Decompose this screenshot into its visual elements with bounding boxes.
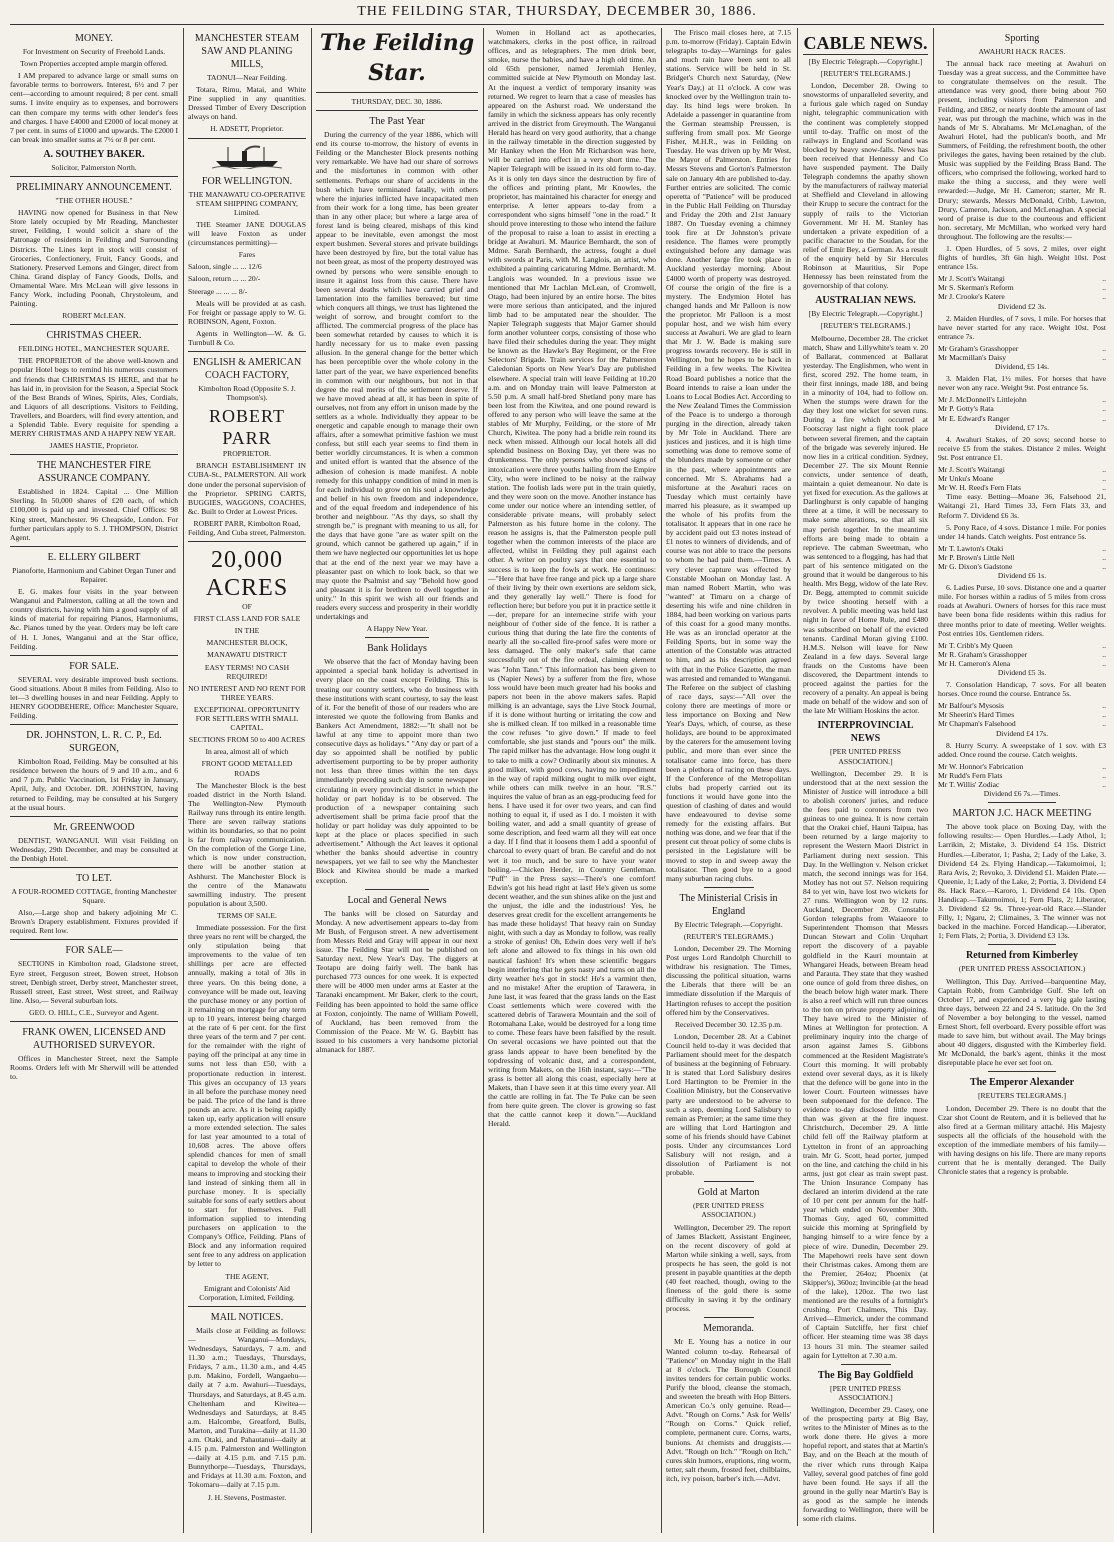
- bigbay-body: Wellington, December 29. Casey, one of the prospecting party at Big Bay, writes to the Minister of Mines as to the work done there. He gives a more hopeful report, and states that at Martin's Bay, and on the Beach at the mouth of the river which runs through Kaipa Valley, several good patches of fine gold have been found. He says if all the ground in the gully near Martin's Bay is as good as the sample he intends forwarding to Wellington, there will be some rich claims.: [803, 1404, 928, 1524]
- race-6-dividend: Dividend £5 3s.: [997, 668, 1047, 677]
- race-8-dividend: Dividend £6 7s.—Times.: [983, 789, 1061, 799]
- race-result: Mr Chapman's Falsehood ..: [938, 719, 1106, 729]
- race-result: Mr Balfour's Mysosis ..: [938, 701, 1106, 711]
- acres-heading: 20,000 ACRES: [205, 547, 289, 602]
- race-7: 7. Consolation Handicap, 7 sovs. For all beaten horses. Once round the course. Entrance 5s.: [938, 680, 1106, 699]
- bank-body: We observe that the fact of Monday having been appointed a special bank holiday is advertised in every place on the coast except Feilding. This is treating our country settlers, who do business with these institutions with scant courtesy, to say the least of it. For the benefit of those of our readers who are interested we quote the following from Banks and Bankers Act Amendment, 1882:—"It shall not be lawful at any time to appoint more than two consecutive days as holidays." "Any day or part of a day so appointed shall be notified by public advertisement purporting to be by proper authority not less than three times within the ten days immediately preceding such day in some newspaper circulating in every provincial district in which the holiday or part holiday is to be observed. The production of a newspaper containing such advertisement shall be prima facie proof that the holiday or part holiday was duly appointed to be kept at the place or places specified in such advertisement." Although the Act leaves it optional whether the banks should advertise in country newspapers, yet we fail to see why the Manchester Block and Kiwitea should be made a marked exception.: [316, 657, 478, 885]
- acres-of: OF: [242, 602, 252, 612]
- race-3: 3. Maiden Flat, 1½ miles. For horses that have never won any race. Weight 9st. Post entrance 5s.: [938, 374, 1106, 393]
- front-roads: FRONT GOOD METALLED ROADS: [201, 759, 293, 778]
- manawatu-company: THE MANAWATU CO-OPERATIVE STEAM SHIPPING COMPANY, Limited.: [188, 189, 306, 217]
- rule: [988, 1071, 1055, 1072]
- column-2: [188, 28, 306, 1533]
- hill-sign: GEO. O. HILL, C.E., Surveyor and Agent.: [29, 1007, 159, 1017]
- race-1-results: [938, 274, 1106, 301]
- rule: [365, 889, 430, 890]
- acres-in: IN THE: [234, 626, 260, 636]
- rule: [10, 1021, 178, 1022]
- acres-block: MANCHESTER BLOCK,: [206, 638, 288, 648]
- forsale-heading: FOR SALE.: [69, 660, 119, 672]
- rule: [10, 454, 178, 455]
- mill-heading: MANCHESTER STEAM SAW AND PLANING MILLS,: [194, 33, 300, 70]
- race-result: Mr S. Skerman's Reform ..: [938, 283, 1106, 293]
- adsett-sign: H. ADSETT, Proprietor.: [210, 124, 284, 134]
- column-1: [10, 28, 178, 1533]
- race-3-dividend: Dividend, £7 17s.: [995, 422, 1049, 432]
- gilbert-body: E. G. makes four visits in the year between Wanganui and Palmerston, calling at all the town and country districts, having with him a good supply of all kinds of material for repairing Pianos, Harmoniums, &c. Pianos tuned by the year. Orders may be left care of H. I. Jones, Wanganui and at the Star office, Feilding.: [10, 587, 178, 651]
- crisis-body: London, December 29. The Morning Post urges Lord Randolph Churchill to withdraw his resignation. The Times, discussing the political situation, warns the Liberals that there will be an immediate dissolution if the Marquis of Hartington refuses to accept the position offered him by the Conservatives.: [666, 944, 791, 1017]
- bank-heading: Bank Holidays: [367, 643, 427, 655]
- column-divider: [933, 28, 934, 1533]
- crisis-body-2: London, December 28. At a Cabinet Council held to-day it was decided that Parliament should meet for the despatch of business at the beginning of February. It is stated that Lord Salisbury desires Lord Hartington to be Premier in the Coalition Ministry, but the Conservative party are understood to be adverse to such a step, deeming Lord Salisbury to remain as Premier; at the same time they are willing that Lord Hartington and some of his friends should have Cabinet posts. Under any circumstances Lord Salisbury will not resign, and a dissolution of Parliament is not probable.: [666, 1031, 791, 1178]
- money-intro: For Investment on Security of Freehold Lands.: [22, 47, 166, 56]
- gilbert-sub: Pianoforte, Harmonium and Cabinet Organ Tuner and Repairer.: [12, 565, 176, 584]
- coach-sub: Kimbolton Road (Opposite S. J. Thompson's).: [198, 384, 296, 403]
- aus-sub: [By Electric Telegraph.—Copyright.]: [808, 309, 923, 319]
- rule: [10, 816, 178, 817]
- greenwood-body: DENTIST, WANGANUI. Will visit Feilding on Wednesday, 29th December, and may be consulted at the Denbigh Hotel.: [10, 835, 178, 863]
- emperor-sub: [REUTERS TELEGRAMS.]: [977, 1091, 1067, 1101]
- rule: [10, 655, 178, 656]
- mail-body: Mails close at Feilding as follows:— Wanganui—Mondays, Wednesdays, Saturdays, 7 a.m. and 11.30 a.m.; Tuesdays, Thursdays, Fridays, 7 a.m., 11.30 a.m., and 4.45 p.m. Makino, Fordell, Wangaehu—daily at 7 a.m. Awahuri—Tuesdays, Thursdays, and Saturdays, at 8.45 a.m. Cheltenham and Kiwitea—Wednesdays and Saturdays, at 8.45 a.m. Halcombe, Greatford, Bulls, Marton, and Turakina—daily at 11.30 a.m. Otaki, and Pahautanui—daily at 4.15 p.m. Palmerston and Wellington—daily at 4.15 p.m. and 7.15 p.m. Bunnythorpe—Tuesdays, Thursdays, and Fridays at 11.30 a.m. Foxton, and Tokomaru—daily at 7.15 p.m.: [188, 1325, 306, 1490]
- past-year-body: During the currency of the year 1886, which will end its course to-morrow, the history of events in Feilding or the Manchester Block presents nothing very remarkable. We have had our share of sorrows and the misfortunes in common with other settlements. Perhaps our share of accidents in the bush which have terminated fatally, with others where the injuries inflicted have incapacitated men from their work for a long time, has been greater than in any other place; but where a large area of forest land is being cleared, mishaps of this kind appear to be inevitable, even amongst the most expert bushmen. Several stores and private buildings have been destroyed by fire, but the total value has not been great, as most of the property destroyed was owned by persons who were sensible enough to insure it against loss from this cause. There have been several deaths which have carried grief and lamentation into the families bereaved; but time which conquers all things, we trust has lightened the weight of sorrow, and brought comfort to the afflicted. The commercial progress of the place has been somewhat retarded by causes to which it is hardly necessary for us to make even passing allusion. In the general change for the better which has been perceptible over the whole colony in the latter part of the year, we have experienced benefits in common with our neighbours, but not in that degree the real merits of the settlement deserve. If we have moved ahead at all, it has been in spite of ourselves, not from any effort in unison made by the settlers as a whole. Individually they appear to be energetic and capable enough to manage their own affairs, after a somewhat primitive fashion we must confess, but still each year seems to find them in better worldly circumstances. It is when a common and united effort is wanted that the absence of the adhesion of cohesion is made manifest. A noble remedy for this unhappy condition of mind in men is for each individual to grow on his soul a knowledge and belief in his own freedom and independence, and of the equal freedom and independence of his brother and neighbour. "As thy days, so shall thy strength be," is pregnant with meaning to us all, for the days that have gone "are as water spilt on the ground, which cannot be gathered up again," if in them we have neglected our opportunities let us hope that at the end of the next year we may have a pleasanter past on which to look back, so that we may quote the Psalmist and say "Behold how good and pleasant it is for brethren to dwell together in unity." In this spirit we wish all our friends and readers every success and prosperity in their worldly undertakings and: [316, 130, 478, 622]
- cottage-body: Also,—Large shop and bakery adjoining Mr C. Brown's Drapery establishment. Fixtures provided if required. Rent low.: [10, 908, 178, 936]
- race-4: 4. Awahuri Stakes, of 20 sovs; second horse to receive £5 from the stakes. Distance 2 miles. Weight 9st. Post entrance £1.: [938, 434, 1106, 462]
- kimberley-heading: Returned from Kimberley: [965, 950, 1078, 962]
- race-result: Mr Unku's Moane ..: [938, 474, 1106, 484]
- sale2-heading: FOR SALE—: [65, 945, 123, 957]
- rule: [316, 92, 478, 93]
- money-town: Town Properties accepted ample margin offered.: [20, 59, 168, 69]
- race-result: Mr J. Scott's Waitangi ..: [938, 274, 1106, 284]
- bigbay-sub: [PER UNITED PRESS ASSOCIATION.]: [830, 1383, 901, 1402]
- rule: [188, 138, 306, 139]
- forsale-body: SEVERAL very desirable improved bush sections. Good situations. About 8 miles from Feilding. Also to let—3 dwelling houses in and near Feilding. Apply to HENRY GOODBEHERE, Office: Manchester Square, Feilding.: [10, 674, 178, 721]
- southey-sub: Solicitor, Palmerston North.: [51, 162, 137, 172]
- fare-steerage: Steerage ... ... ... 8/-: [188, 286, 248, 296]
- race-result: Mr H. Cameron's Alena ..: [938, 658, 1106, 668]
- fares-heading: Fares: [238, 250, 256, 260]
- awahuri-heading: AWAHURI HACK RACES.: [978, 47, 1066, 56]
- tolet-heading: TO LET.: [76, 873, 112, 884]
- owen-heading: FRANK OWEN, LICENSED AND AUTHORISED SURVEYOR.: [22, 1027, 166, 1052]
- crisis-tel: (REUTER'S TELEGRAMS.): [683, 931, 774, 941]
- aus-tel: [REUTER'S TELEGRAMS.]: [820, 321, 911, 331]
- race-result: Mr T. Willis' Zodiac ..: [938, 780, 1106, 790]
- parr-sign: ROBERT PARR, Kimbolton Road, Feilding, And Cuba street, Palmerston.: [188, 518, 306, 537]
- acres-body: The Manchester Block is the best roaded district in the North Island. The Wellington-New Plymouth Railway runs through its entire length. There are seven railway stations within its boundaries, so that no point is far from railway communication. On the completion of the Gorge Line, which is now under construction, there will be another station at Ashhurst. The Manchester Block is the centre of the Manawatu sawmilling industry. The present population is about 3,500.: [188, 780, 306, 908]
- cottage-heading: A FOUR-ROOMED COTTAGE, fronting Manchester Square.: [11, 887, 177, 906]
- acres-land: FIRST CLASS LAND FOR SALE: [193, 614, 301, 624]
- rule: [704, 1181, 754, 1182]
- masthead-the: THE: [357, 4, 388, 19]
- race-result: Mr J. McDonnell's Littlejohn ..: [938, 395, 1106, 405]
- inter-body: Wellington, December 29. It is understood that at the next session the Minister of Justice will introduce a bill to abolish coroners' juries, and reduce the fees paid to coroners from two guineas to one guinea. It is now certain that the Orakei chief, Hauni Taipua, has been returned by a large majority to represent the Western Maori District in Parliament during next session. This Day. In the Wellington v. Nelson cricket match, the second innings was for 164. Motley has not out 57. Nelson requiring 84 to yet win, have lost two wickets for 27 runs. Wellington won by 12 runs. Auckland, December 28. Constable Gordon telegraphs from Waiaeore to Superintendent Thomson that Messrs Duncan Stewart and Colin Urquhart report the discovery of a payable goldfield in the Kauri mountain at Whangarei Heads, between Bream head and Parauta. They state that they washed one ounce of gold from three dishes, on the beach below high water mark. There is also a reef which will run three ounces to the ton on private property adjoining. They have wired to the Minister of Mines at Wellington for protection. A preliminary inquiry into the charge of arson against James S. Gibbons commenced at the Resident Magistrate's Court this morning. It will probably extend over several days, as it is likely that the defence will be gone into in the lower Court. Fourteen witnesses have been subpoenaed for the defence. The evidence to-day disclosed little more than was given at the fire inquest. Christchurch, December 29. A little child fell off the Railway platform at Lyttelton in front of an approaching train. Mr G. Scott, head porter, jumped on the line, and catching the child in his arms, just got clear as train swept past. The Union Insurance Company has declared an interim dividend at the rate of 10 per cent per annum for the half-year which ended on November 30th. Thomas Guy, aged 60, committed suicide this morning at Springfield by hanging himself to a wire fence by a piece of wire. Dunedin, December 29. The Mapehowri reels have sent down their Christmas cakes. Among them are the Premier, 264oz; Phoenix (at Skipper's), 360oz; Invincible (at the head of the lake), 120oz. The two last mentioned are the results of a fortnight's crushing. Port Chalmers, This Day. Arrived—Elmerick, under the command of Captain Sutcliffe, her first chief officer. Her steaming time was 38 days 13 hours 31 min. The steamer sailed again for Lyttelton at 7.30 a.m.: [803, 768, 928, 1360]
- prelim-heading: PRELIMINARY ANNOUNCEMENT.: [16, 182, 172, 194]
- race-1-dividend: Dividend £2 3s.: [997, 301, 1047, 311]
- column-5: [666, 28, 928, 1533]
- johnston-body: Kimbolton Road, Feilding. May be consulted at his residence between the hours of 9 and 10 a.m., and 6 and 7 p.m. Public Vaccination, 1st Friday in January, April, July, and October. DR. JOHNSTON, having returned to Feilding, may be consulted at his Surgery at the usual hours.: [10, 757, 178, 812]
- past-year-heading: The Past Year: [369, 116, 425, 128]
- race-result: Mr P. Gotty's Rata ..: [938, 404, 1106, 414]
- cable-body: London, December 28. Owing to snowstorms of unparalleled severity, and a furious gale which raged on Sunday night, telegraphic communication with the continent was completely stopped until to-day. Traffic on most of the railways in England and Scotland was blocked by heavy snow-falls. News has been received that Hennessy and Co have suspended payment. The Daily Telegraph condemns the apathy shown by the manufacturers of railway material at Sheffield and Cleveland in allowing their Krupp to secure the contract for the supply of rails to the Victorian Government. Mr H. M. Stanley has undertaken a private expedition of a pacific character to the Soudan, for the relief of Emir Bey, a German. As a result of the enquiry held by Sir Hercules Robinson at Mauritius, Sir Pope Hennessy has been reinstated from the governorship of that colony.: [803, 81, 928, 291]
- owen-body: Offices in Manchester Street, next the Sample Rooms. Orders left with Mr Sherwill will be attended to.: [10, 1054, 178, 1082]
- memo-heading: Memoranda.: [703, 1323, 754, 1335]
- sale2-body: SECTIONS in Kimbolton road, Gladstone street, Eyre street, Ferguson street, Bowen street, Hobson street, Denbigh street, Derby street, Manchester street, Russell street, East street, West street, and Railway line. Also,— Several suburban lots.: [10, 959, 178, 1005]
- emperor-body: London, December 29. There is no doubt that the Czar shot Count de Reutern, and it is believed that he also fired at a German military attaché. His Majesty suspects all the officials of the household with the exception of the immediate members of his family—with having designs on his life. There are many reports current that he is mentally deranged. The Daily Chronicle states that a regency is probable.: [938, 1103, 1106, 1177]
- aus-heading: AUSTRALIAN NEWS.: [815, 295, 916, 307]
- race-result: Mr G. Dixon's Gadstone ..: [938, 561, 1106, 571]
- masthead-rule: [10, 24, 1104, 25]
- marton-heading: MARTON J.C. HACK MEETING: [952, 808, 1092, 820]
- rule: [988, 944, 1055, 945]
- sections-sub: In area, almost all of which: [205, 747, 289, 757]
- race-result: Mr R. Graham's Grasshopper ..: [938, 649, 1106, 659]
- acres-district: MANAWATU DISTRICT: [207, 650, 287, 660]
- rule: [316, 110, 478, 111]
- gold-body: Wellington, December 29. The report of James Blackett, Assistant Engineer, on the recent discovery of gold at Marton while sinking a well, says, from prospects he has seen, the gold is not present in payable quantities at the depth (40 feet reached, though, owing to the fineness of the gold there is some difficulty in saving it by the ordinary process.: [666, 1222, 791, 1314]
- rule: [365, 637, 430, 638]
- race-7-dividend: Dividend £4 17s.: [995, 728, 1049, 738]
- inter-sub: [PER UNITED PRESS ASSOCIATION.]: [830, 747, 901, 766]
- masthead-title: FEILDING STAR,: [391, 4, 513, 19]
- mail-heading: MAIL NOTICES.: [210, 1311, 284, 1323]
- column-divider: [311, 28, 312, 1533]
- awahuri-body: The annual hack race meeting at Awahuri on Tuesday was a great success, and the Committee have to congratulate themselves on the result. The attendance was very good, there being about 760 present, including visitors from Palmerston and Feilding, and £862, or nearly double the amount of last year, was put through the machine, which was in the hands of Mr S. Abrahams. Mr McLenaghan, of the Awahuri Hotel, had the publican's booth, and Mr Summers, of Feilding, the refreshment booth, the other privileges the gates, having been retained by the club. Music was supplied by the Feilding Brass Band. The officers, who comprised the following, worked hard to make the thing a success, and they were well rewarded:—Judge, Mr H. Cameron; starter, Mr R. Drury; stewards, Messrs McDonald, Cribb, Lawton, Drury, Cameron, Jackson, and McLenaghan. A special word of praise is due to the courteous and efficient hon. secretary, Mr McMillan, who worked very hard throughout. The following are the results:—: [938, 59, 1106, 241]
- agent-sign: THE AGENT,: [225, 1271, 269, 1281]
- masthead-date: THURSDAY, DECEMBER 30, 1886.: [516, 4, 757, 19]
- hastie-sign: JAMES HASTIE, Proprietor.: [49, 441, 139, 451]
- rule: [10, 724, 178, 725]
- race-result: Mr T. Lawton's Otaki ..: [938, 543, 1106, 553]
- rule: [188, 541, 306, 542]
- race-6: 6. Ladies Purse, 10 sovs. Distance one and a quarter mile. For horses within a radius of 5 miles from cross roads at Awahuri. Owners of horses for this race must have been bona fide residents within this radius for three months prior to date of meeting. Weller weights. Post entries 10s. Gentlemen riders.: [938, 583, 1106, 638]
- race-4-note: Time easy. Betting—Moane 36, Falsehood 21, Waitangi 21, Hard Times 33, Fern Flats 33, and Reform 7. Dividend £6 3s.: [938, 492, 1106, 520]
- crisis-sub: By Electric Telegraph.—Copyright.: [674, 919, 783, 929]
- hotel-heading: FEILDING HOTEL, MANCHESTER SQUARE.: [18, 344, 170, 354]
- masthead: [0, 0, 1114, 24]
- local-heading: Local and General News: [347, 894, 447, 906]
- cable-sub: [By Electric Telegraph.—Copyright.]: [808, 57, 923, 66]
- race-5: 5. Pony Race, of 4 sovs. Distance 1 mile. For ponies under 14 hands. Catch weights. Post entrance 5s.: [938, 522, 1106, 541]
- rule: [10, 176, 178, 177]
- terms-heading: TERMS OF SALE.: [217, 910, 277, 920]
- local-body: The banks will be closed on Saturday and Monday. A new advertisement appears to-day from Mr Bush, of Ferguson street. A new advertisement from Messrs Reid and Gray will appear in our next issue. The Feilding Star will not be published on Saturday next, New Year's Day. The diggers at Teotapu are doing fairly well. The bank has purchased 773 ounces for one week. It is expected there will be 4000 men under arms at Easter at the Taranaki encampment. Mr Baker, clerk to the court, Feilding has been appointed to hold the same office at Foxton, conjointly. The name of William Powell, of Auckland, has been removed from the Commission of the Peace. Mr W. G. Baybitt has issued to his customers a very handsome pictorial almanack for 1887.: [316, 908, 478, 1054]
- rule: [188, 1306, 306, 1307]
- news-body: Women in Holland act as apothecaries, watchmakers, clerks in the post office, in railroad offices, and as telegraphers. The men drink beer, smoke, nurse the babies, and have a high old time. An old 65th pensioner, named Jeremiah Henley, committed suicide at New Plymouth on Monday last. At the inquest a verdict of temporary insanity was returned. We regret to learn that a case of measles has appeared on the Ashurst road. We understand the family in which the sickness appears has only recently arrived in the district from Greymouth. The Wanganui Herald has heard on very good authority, that a change in the railway timetable in the direction suggested by Mr Hankey when the Hon Mr Richardson was here, will be carried into effect in a very short time. The Napier Telegraph will be issued in its old form to-day. As it is only ten days since the destruction by fire of the offices and printing plant, Mr Knowles, the proprietor, has maintained his character for energy and enterprise. A letter appears to-day from a correspondent who signs himself "one in the road." It should prove interesting to those who intend the failure of the proposal to raise a loan to assist in erecting a bridge at Awahuri. M. Maurice Bernhardt, the son of Mdme. Sarah Bernhardt, the actress, fought a duel with swords at Paris, with M. Langlois, an artist, who exhibited a painting caricaturing Mdme. Bernhardt. M. Langlois was wounded. In a previous issue we mentioned that Mr Lachlan McLean, of Cromwell, Otago, had been injured by an entire horse. The bites were more serious than anticipated, and the injured limb had to be amputated near the shoulder. The Napier Telegraph suggests that Major Garner should form another volunteer corps, consisting of those who have filed their schedules during the year. They might be known as the Hawke's Bay Regiment, or the Free Selectors' Brigade. Train services for the Palmerston Caledonian Sports on New Year's Day are published elsewhere. A special train will leave Feilding at 10.20 a.m. and on Monday train will leave Palmerston at 5.50 p.m. A small half-bred Shetland pony mare has been lost from the Kiwitea, and one pound reward is offered to any person who will leave the same at the stables of Mr Murphy, Feilding, or the store of Mr Church, Kiwitea. The pony had a bridle rein round its neck when missed. Although our local hotels all did splendid business on Boxing Day, yet there was no drunkenness. The only persons who showed signs of intoxication were three youths hailing from the Empire City, who were inclined to be noisy at the railway station. The foolish lads were put in the train quietly, and they were soon on the move. Another instance has come under our notice where an intending settler, of considerable private means, will probably select Palmerston as his future home in the colony. The reason he assigns is, that the Palmerston people pull together when the common interests of the place are affected, whilst in Feilding they pull against each other. A writer on poultry says that one essential to success is to keep the fowls at work. He continues:—"Here that have free range and pick up a large share of their living by their own exertions are seldom sick, and they generally lay well." There is food for reflection here; but before you put it in practice settle it—der, prepare for an internecine strife with your neighbour of t'other side of the fence. It is rather a curious thing that during the late fire the contents of nearly all the so-called fire-proof safes were more or less damaged. The only maker's safe that came successfully out of the fire ordeal, claiming element was "John Tann." This information has been given to us (Napier News) by a sufferer from the fire, whose loss would have been much greater had his books and papers not been in the above makers safes. Rapid milking is an advantage, says the Live Stock Journal, if it is done without hurting or irritating the cow and she is milked clean. If too milked in a reasonable time the cow refuses "to give down." If made to feel comfortable, she just stands and "pours out" the milk. The rapid milker has the advantage. How long ought it to take to milk a cow? Ordinarily about six minutes. A good milker, with good cows, having no impediment in the way of rapid milking ought to milk over eight, while others can milk twelve in an hour. "R.S." inquires the value of bran as an egg-producing feed for hens. I have used it for over two years, and can find nothing to equal it, if used as I do. I moisten it with boiling water, and add a small quantity of grease of some description, and feed warm all they will eat once a day. If I find that it loosens them I add a spoonful of charcoal to every quart of bran. Be careful and do not wet it too much, and be sure to have your water boiling.—Chicken Herder, in Country Gentleman. "Puff" in the Press says:—There's one comfort! Edwin's got his head right at last! He's given us some decent weather, and the sun shines alike on the just and the unjust, the idle and the industrious! Yes, he deserves great credit for the excellent arrangements he has made these holidays! That heavy rain on Sunday night, with such a day as Monday to follow, was really a stroke of genius! Oh, Edwin does very well if he's left alone and allowed to fix things in his own old nautical fashion! It's when these scientific beggars begin interfering that he gets nasty and turns on all the dirty weather he's got in stock! He's a varmint then, and no mistake! After the eruption of Tarawera, in June last, it was feared that the grass lands on the East Coast settlements which were covered with the scattered debris of Tarawera Mountain and the soil of Rotomahana Lake, would be destroyed for a long time to come. These fears have been falsified by the result. On several occasions we have pointed out that the grass lands appear to have been benefited by the topdressing of volcanic dust, and a correspondent, writing from Makets, on the 16th instant, says:—"The grass is better all along this coast, especially here at Makets, than I have seen it at this time every year. All the cattle are rolling in fat. The Te Puke can be seen from here quite green. The clover is growing so fast that the cattle cannot keep it down."—Auckland Herald.: [488, 28, 656, 1129]
- no-interest: NO INTEREST AND NO RENT FOR THREE YEARS.: [188, 683, 306, 702]
- race-5-dividend: Dividend £6 1s.: [997, 571, 1047, 581]
- rule: [841, 1364, 891, 1365]
- southey-name: A. SOUTHEY BAKER.: [43, 148, 145, 160]
- race-result: Mr P. Brown's Little Nell ..: [938, 552, 1106, 562]
- inter-heading: INTERPROVINCIAL NEWS: [817, 720, 914, 745]
- rule: [10, 546, 178, 547]
- mill-body: Totara, Rimu, Matai, and White Pine supplied in any quantities. Dressed Timber of Every Description always on hand.: [188, 85, 306, 122]
- rule: [188, 351, 306, 352]
- steamship-icon: [188, 143, 306, 171]
- col5-news-body: The Frisco mail closes here, at 7.15 p.m. to-morrow (Friday). Captain Edwin telegraphs to-day—Warnings for gales and much rain have been sent to all stations. Service will be held in St. Bridget's Church next Saturday, (New Year's Day,) at 11 o'clock. A cow was knocked over by the Wellington train to-day. Its hind legs were broken. In Adelaide a passenger in quarantine from the German steamship Preussen, is suffering from small pox. Mr George Fisher, M.H.R., was in Feilding on Tuesday. He was driven up by Mr West, the Mayor of Palmerston. Entries for Messrs Stevens and Gorton's Palmerston sale on January 4th are published to-day. Further entries are solicited. The comic operetta of "Patience" will be produced in the Public Hall Feilding on Thursday and Friday the 20th and 21st January 1887. On Tuesday evening a chimney took fire at Dr Johnston's private residence. The flames were promptly extinguished before any damage was done. Another large fire took place in Auckland yesterday morning. About £4000 worth of property was destroyed. Of course the origin of the fire is a mystery. The Endymion Hotel has changed hands and Mr Palloon is now the proprietor. Mr Palloon is a most popular host, and we wish him every success at Awahuri. We are glad to learn that Mr J. W. Bade is making sure progress towards recovery. He is still in Wellington, but he hopes to be back in Feilding in a few weeks. The Kiwitea Road Board publishes a notice that the Board intends to raise a loan under the Loans to Local Bodies Act. According to the New Zealand Times the Commission of the Peace is to undergo a thorough purging in the direction, already taken by Mr Tole in Auckland. There are justices and justices, and it is high time something was done to remove some of the blunders made by someone or other in the past, where appointments are concerned. Mr S. Abrahams had a misfortune at the Awahuri races on Tuesday which must certainly have marred his pleasure, as it swamped up the whole of his profits from the totalisator. It appears that in one race he by accident paid out £3 notes instead of £1 notes to winners of dividends, and of course was not able to trace the persons to whom he had paid them.—Times. A very clever capture was effected by Constable Moohan on Monday last. A man named Robert Martin, who was "wanted" at Timaru on a charge of deserting his wife and nine children in 1884, had been working on various parts of this coast for a good many months. He was as an ironclad operator at the Feilding Sports, but in some way the attention of the Constable was attracted to him, and as his description agreed with that in the Police Gazette, the man was arrested and remanded to Wanganui. The Referee on the subject of clashing of race days, says:—"All over the colony there are meetings of more or less importance on Boxing and New Year's Days, which, of course, as these holidays, are bound to be approximated by the caterers for the amusement loving public, and more than ever since the totalisator came into force, has there been a plethora of racing on these days. If the Conference of the Metropolitan clubs had properly carried out its functions it would have gone into the question of clashing of dates and would have endeavoured to devise some remedy for the existing affairs. But nothing was done, and we fear that if the present cut throat policy of some clubs is persisted in the Legislature will be moved to step in and sweep away the totalisator. Then good bye to a good many suburban racing clubs.: [666, 28, 791, 883]
- happy-new-year: A Happy New Year.: [366, 624, 428, 634]
- cable-tel: [REUTER'S TELEGRAMS.]: [820, 69, 911, 79]
- prelim-body: HAVING now opened for Business in that New Store lately occupied by Mr Reading, Manchester street, Feilding, I would solicit a share of the Patronage of residents in Feilding and Surrounding Districts. The Lines kept in stock will consist of Groceries, Confectionery, Fruit, Fancy Goods, and Stationery. Preserved Lemons and Ginger, direct from China. Grand display of Fancy Goods, Dolls, and Ornamental Ware. Mrs McLean will give lessons in Fancy Work, including Poonah, Chrystoleum, and Painting.: [10, 208, 178, 309]
- rule: [704, 887, 754, 888]
- race-result: Mr Sheerin's Hard Times ..: [938, 710, 1106, 720]
- race-result: Mr Graham's Grasshopper ..: [938, 343, 1106, 353]
- money-body: I AM prepared to advance large or small sums on favorable terms to borrowers. Interest, 6½ and 7 per cent—according to amount required; 8 per cent. small sums. I invite enquiry as to expenses, and borrowers can then compare my terms with other lender's fees and charges. I have £4000 and £2000 of local money at 7 per cent. in sums of £1000 and upwards. The £2000 I can break into smaller sums at 7½ or 8 per cent.: [10, 71, 178, 144]
- meals-text: Meals will be provided at as cash. For freight or passage apply to W. G. ROBINSON, Agent, Foxton.: [188, 298, 306, 326]
- race-result: Mr Rudd's Fern Flats ..: [938, 770, 1106, 780]
- kimberley-body: Wellington, This Day. Arrived—barquentine May, Captain Robb, from Cambridge Gulf. She left on October 17, and experienced a very big gale lasting three days, between 22 and 24 S. latitude. On the 3rd of November a boy belonging to the vessel, named Ernest Short, fell overboard. Every possible effort was made to save him, but without avail. The May brings about 40 diggers, disgusted with the Kimberley field. Mr McDonald, the bark's agent, thinks it the most disreputable place he ever set foot on.: [938, 976, 1106, 1068]
- crisis-heading: The Ministerial Crisis in England: [679, 892, 778, 917]
- fare-saloon-return: Saloon, return ... ... 20/-: [188, 274, 261, 284]
- wellington-heading: FOR WELLINGTON.: [201, 175, 293, 187]
- fire-heading: THE MANCHESTER FIRE ASSURANCE COMPANY.: [37, 460, 151, 485]
- fire-body: Established in 1824. Capital ... One Million Sterling. In 50,000 shares of £20 each, of which £100,000 is paid up and invested. Chief Offices: 98 King street, Manchester. 96 Cheapside, London. For further particulars apply to S. J. THOMPSON, District Agent.: [10, 487, 178, 542]
- marton-body: The above took place on Boxing Day, with the following results:— Open Hurdles.—Lady Athol, 1; Larrikin, 2; Mistake, 3. Dividend £4 15s. District Hurdles.—Liberator, 1; Pasha, 2; Lady of the Lake, 3. Dividend £4 2s. Flying Handicap.—Takumoimoi, 1; Rara Avis, 2; Revoko, 3. Dividend £1. Maiden Plate.—Queenie, 1; Lady of the Lake, 2; Portia, 3. Dividend £4 8s. Hack Race.—Karoro, 1. Dividend £4 10s. Open Handicap.—Takumoimoi, 1; Fern Flats, 2; Liberator, 3. Dividend £2 9s. Three-year-old Race.—Slander Filly, 1; Ngaru, 2; Climaines, 3. The winner was not backed in the machine. Forced Handicap.—Liberator, 1; Fern Flats, 2; Portia, 3. Dividend £3 13s.: [938, 822, 1106, 941]
- parr-body: BRANCH ESTABLISHMENT IN CUBA-St., PALMERSTON. All work done under the personal supervision of the Proprietor. SPRING CARTS, BUGGIES, WAGGONS, COACHES, &c. Built to Order at Lowest Prices.: [188, 461, 306, 516]
- xmas-heading: CHRISTMAS CHEER.: [46, 330, 142, 342]
- column-5-left: [666, 28, 791, 1526]
- column-4: [488, 28, 656, 1533]
- cable-heading: CABLE NEWS.: [803, 33, 928, 53]
- other-house: "THE OTHER HOUSE.": [55, 196, 133, 206]
- paper-date: THURSDAY, DEC. 30, 1886.: [351, 97, 443, 106]
- race-result: Mr T. Cribb's My Queen ..: [938, 640, 1106, 650]
- gold-sub: (PER UNITED PRESS ASSOCIATION.): [693, 1201, 764, 1220]
- greenwood-heading: Mr. GREENWOOD: [53, 821, 135, 833]
- column-3: [316, 28, 478, 1533]
- aus-body: Melbourne, December 28. The cricket match, Shaw and Lillywhite's team v. 20 of Ballarat, commenced at Ballarat yesterday. The Englishmen, who went in first, scored 292. The home team, in their first innings, made 188, and being in a minority of 104, had to follow on. When the stumps were drawn for the day they lost one wicket for seven runs. During a fire which occurred at Footscray last night a fight took place between several firemen, and the captain of the brigade was severely injured. He now lies in a critical condition. Sydney, December 27. The six Mount Rennie convicts, under sentence of death, maintain a quiet demeanour. No date is yet fixed for execution. As the gallows at Darlinghurst is only capable of hanging three at a time, it will be necessary to make some alterations, so that all six may perish together. In the meantime efforts are being made to obtain a reprieve. The cabman Sweetman, who was sentenced to a flogging, has had that part of his sentence mitigated on the ground that it would be dangerous to his health. Mrs Begg, widow of the late Rev. Dr. Begg, attempted to commit suicide by twice shooting herself with a revolver. A public meeting was held last night in favor of Home Rule, and £480 was subscribed on behalf of the evicted tenants. Cardinal Moran giving £100. H.M.S. Nelson will leave for New Zealand in a few days. Several large frauds on the Customs have been discovered, the Department intends to proceed against the parties for the recovery of a penalty. An appeal is being made on behalf of the widow and son of the late Mr William Hoskins the actor.: [803, 333, 928, 716]
- postmaster-sign: J. H. Stevens, Postmaster.: [207, 1492, 287, 1502]
- johnston-heading: DR. JOHNSTON, L. R. C. P., Ed. SURGEON,: [26, 730, 162, 755]
- bigbay-heading: The Big Bay Goldfield: [817, 1369, 914, 1381]
- hotel-body: THE PROPRIETOR of the above well-known and popular Hotel begs to remind his numerous customers and friends that CHRISTMAS IS HERE, and that he has laid in, in provision for the Season, a Special Stock of the Best Brands of Wines, Spirits, Ales, Cordials, and Liquors of all descriptions. Visitors to Feilding, Travellers, and Boarders, will find every attention, and a Splendid Table. Every requisite for spending a MERRY CHRISTMAS AND A HAPPY NEW YEAR.: [10, 356, 178, 439]
- race-result: Mr Macmillan's Daisy ..: [938, 353, 1106, 362]
- race-result: Mr E. Edward's Ranger ..: [938, 413, 1106, 423]
- parr-sub: PROPRIETOR.: [222, 449, 272, 459]
- money-heading: MONEY.: [75, 33, 113, 44]
- fare-saloon-single: Saloon, single ... ... 12/6: [188, 262, 262, 272]
- column-divider: [183, 28, 184, 1533]
- race-result: Mr W. H. Reed's Fern Flats ..: [938, 483, 1106, 493]
- agents-text: Agents in Wellington—W. & G. Turnbull & Co.: [188, 328, 306, 347]
- race-result: Mr J. Crooke's Katere ..: [938, 292, 1106, 302]
- race-8: 8. Hurry Scurry. A sweepstake of 1 sov. with £3 added. Once round the course. Catch weights.: [938, 740, 1106, 759]
- race-result: Mr J. Scott's Waitangi ..: [938, 465, 1106, 475]
- column-5-split: [666, 28, 928, 1526]
- easy-terms: EASY TERMS! NO CASH REQUIRED!: [204, 662, 290, 681]
- sections: SECTIONS FROM 50 to 400 ACRES: [188, 735, 306, 745]
- rule: [988, 802, 1055, 803]
- mclean-sign: ROBERT McLEAN.: [62, 311, 126, 321]
- rule: [10, 324, 178, 325]
- rule: [10, 867, 178, 868]
- paper-title: The Feilding Star.: [319, 30, 475, 86]
- memo-body: Mr E. Young has a notice in our Wanted column to-day. Rehearsal of "Patience" on Monday night in the Hall at 8 o'clock. The Borough Council invites tenders for certain public works. Purify the blood, cleanse the stomach, and sweeten the breath with Hop Bitters. American Co.'s only genuine. Read—Advt. "Rough on Corns." Ask for Wells' "Rough on Corns." Quick relief, complete, permanent cure. Corns, warts, bunions. At chemists and druggists.—Advt. "Rough on Itch." "Rough on Itch," cures skin humors, eruptions, ring worm, tetter, salt rheum, frosted feet, chilblains, itch, ivy poison, barber's itch.—Advt.: [666, 1337, 791, 1483]
- gold-heading: Gold at Marton: [697, 1187, 760, 1199]
- column-divider: [483, 28, 484, 1533]
- gilbert-heading: E. ELLERY GILBERT: [47, 551, 141, 563]
- column-divider: [661, 28, 662, 1533]
- race-2: 2. Maiden Hurdles, of 7 sovs, 1 mile. For horses that have never started for any race. Weight 10st. Post entrance 7s.: [938, 313, 1106, 341]
- kimberley-sub: (PER UNITED PRESS ASSOCIATION.): [958, 964, 1086, 974]
- exceptional: EXCEPTIONAL OPPORTUNITY FOR SETTLERS WITH SMALL CAPITAL.: [193, 704, 301, 733]
- mill-sub: TAONUI—Near Feilding.: [207, 73, 287, 82]
- jane-douglas: THE Steamer JANE DOUGLAS will leave Foxton as under (circumstances permitting)—: [188, 219, 306, 248]
- emperor-heading: The Emperor Alexander: [969, 1077, 1075, 1089]
- terms-body: Immediate possession. For the first three years no rent will be charged, the only stipulation being that improvements to the value of ten shillings per acre are effected annually, making a total of 30s in three years. On this being done, a conveyance will be made out, leaving the purchase money or any portion of it remaining on mortgage for any term up to 10 years, interest being charged at the rate of 6 per cent. for the first three years of the term and 7 per cent. for the remainder with the right of paying off the principal at any time in sums not less than £50, with a proportionate reduction in interest. This gives an occupancy of 13 years in all before the purchase money need be paid. The price of the land is three pounds an acre. As it is being rapidly taken up, early application will ensure a more extended selection. The sales for last year amounted to a total of 10,608 acres. The above offers splendid chances for men of small capital to develop the whole of their means to improving and stocking their land instead of sinking them all in purchase money. It is specially suitable for sons of early settlers about to start for themselves. Full information supplied to intending purchasers on application to the Company's Office, Feilding. Plans of Block and any information required sent free to any address on application by letter to: [188, 923, 306, 1269]
- rule: [10, 939, 178, 940]
- race-2-dividend: Dividend, £5 14s.: [995, 362, 1049, 372]
- sporting-heading: Sporting: [1004, 33, 1040, 44]
- race-result: Mr W. Honnor's Fabrication ..: [938, 761, 1106, 771]
- race-1: 1. Open Hurdles, of 5 sovs, 2 miles, over eight flights of hurdles, 3ft 6in high. Weight 10st. Post entrance 15s.: [938, 243, 1106, 272]
- coach-heading: ENGLISH & AMERICAN COACH FACTORY,: [192, 357, 302, 382]
- column-6: [938, 28, 1106, 1533]
- crisis-received: Received December 30. 12.35 p.m.: [674, 1019, 783, 1029]
- emigrant-sign: Emigrant and Colonists' Aid Corporation, Limited, Feilding.: [199, 1283, 295, 1302]
- column-5-right: [797, 28, 928, 1526]
- parr-heading: ROBERT PARR: [209, 406, 285, 449]
- rule: [704, 1317, 754, 1318]
